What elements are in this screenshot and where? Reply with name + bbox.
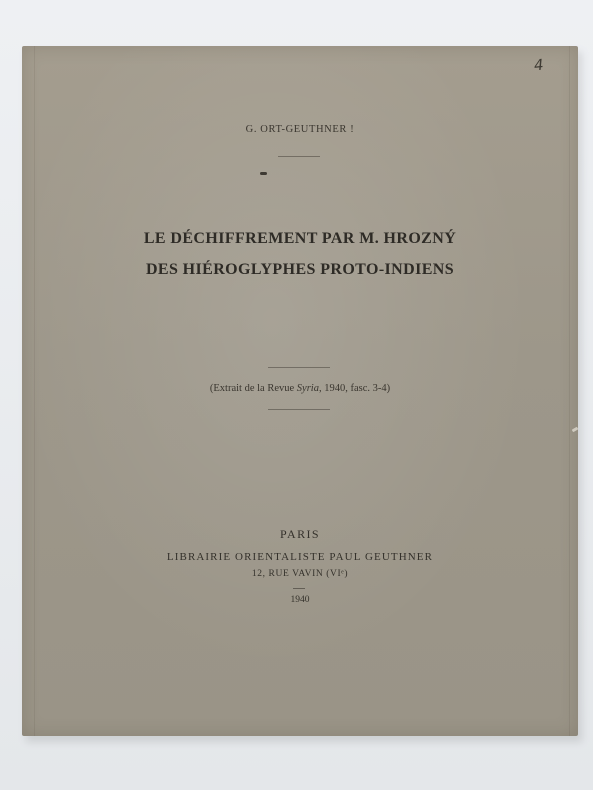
author-divider <box>278 156 320 157</box>
imprint-city: PARIS <box>280 527 320 541</box>
handwritten-page-number: 4 <box>533 55 545 75</box>
extract-bottom-divider <box>268 409 330 410</box>
document-cover <box>22 46 578 736</box>
imprint-year: 1940 <box>290 595 310 605</box>
imprint-publisher: LIBRAIRIE ORIENTALISTE PAUL GEUTHNER <box>166 551 434 563</box>
extract-suffix: , 1940, fasc. 3-4) <box>318 383 391 394</box>
title-line-1: LE DÉCHIFFREMENT PAR M. HROZNÝ <box>143 230 457 247</box>
extract-journal: Syria <box>296 383 319 394</box>
extract-note <box>22 383 578 394</box>
ink-dot-mark <box>260 172 267 175</box>
extract-prefix: (Extrait de la Revue <box>209 383 297 394</box>
imprint-address: 12, RUE VAVIN (VIᵉ) <box>251 569 349 579</box>
edge-nick <box>572 427 579 433</box>
title-line-2: DES HIÉROGLYPHES PROTO-INDIENS <box>145 261 455 278</box>
extract-top-divider <box>268 367 330 368</box>
imprint-divider <box>293 588 305 589</box>
author-line: G. ORT-GEUTHNER ! <box>245 124 355 135</box>
